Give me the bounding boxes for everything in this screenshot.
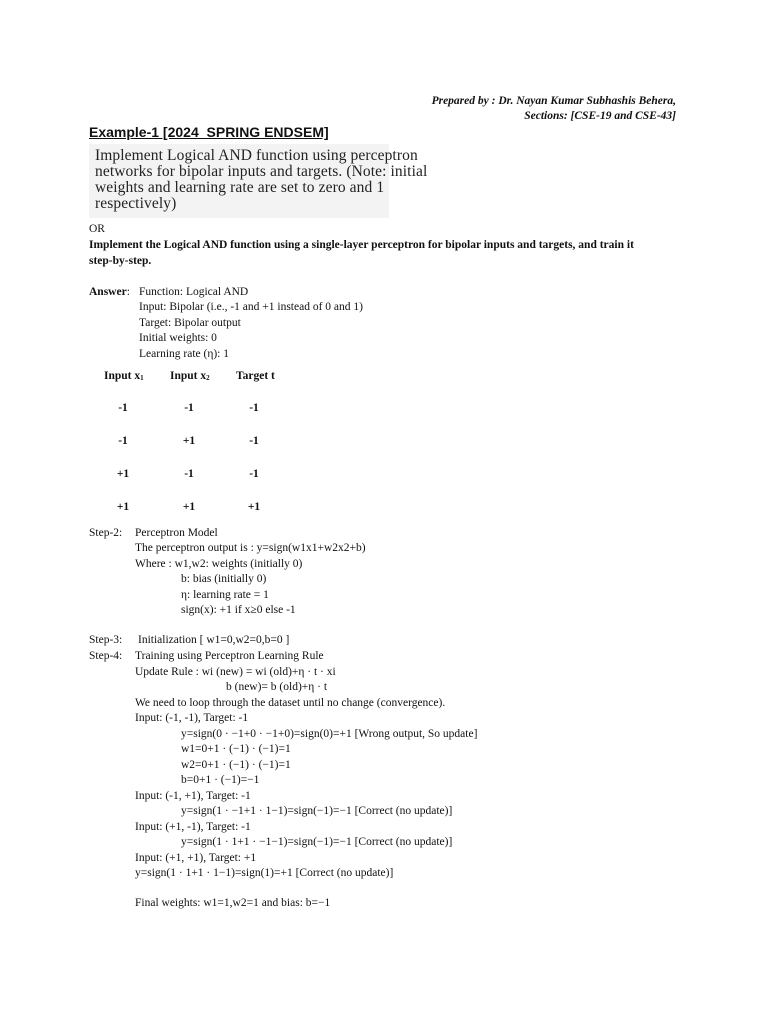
scan-line: networks for bipolar inputs and targets. (Note: initial: [95, 163, 428, 180]
update-rule-weights: Update Rule : wi (new) = wi (old)+η · t · xi: [135, 666, 336, 678]
table-cell: -1: [118, 435, 128, 447]
table-cell: -1: [184, 402, 194, 414]
prepared-by-line: Prepared by : Dr. Nayan Kumar Subhashis Behera,: [431, 95, 676, 107]
answer-line: Initial weights: 0: [139, 332, 217, 344]
step3-text: Initialization [ w1=0,w2=0,b=0 ]: [138, 634, 290, 646]
iteration-input: Input: (-1, +1), Target: -1: [135, 790, 251, 802]
scan-line: weights and learning rate are set to zero and 1: [95, 179, 385, 196]
iteration-calc: w2=0+1 · (−1) · (−1)=1: [181, 759, 291, 771]
alt-question-line: step-by-step.: [89, 255, 152, 267]
iteration-calc: y=sign(1 · −1+1 · 1−1)=sign(−1)=−1 [Correct (no update)]: [181, 805, 453, 817]
answer-line: Learning rate (η): 1: [139, 348, 229, 360]
step2-line: sign(x): +1 if x≥0 else -1: [181, 604, 296, 616]
question-scan-image: [89, 144, 428, 218]
iteration-input: Input: (+1, -1), Target: -1: [135, 821, 251, 833]
scan-line: respectively): [95, 195, 177, 212]
iteration-calc: b=0+1 · (−1)=−1: [181, 774, 260, 786]
table-cell: +1: [182, 501, 196, 513]
step3-label: Step-3:: [89, 634, 123, 646]
step2-label: Step-2:: [89, 527, 123, 539]
table-header-target: Target t: [236, 370, 275, 382]
answer-line: Input: Bipolar (i.e., -1 and +1 instead of 0 and 1): [139, 301, 363, 313]
step2-title: Perceptron Model: [135, 527, 218, 539]
iteration-calc: y=sign(1 · 1+1 · −1−1)=sign(−1)=−1 [Correct (no update)]: [181, 836, 453, 848]
table-cell: +1: [247, 501, 261, 513]
alt-question-line: Implement the Logical AND function using a single-layer perceptron for bipolar inputs and targets, and train it: [89, 239, 634, 251]
step4-title: Training using Perceptron Learning Rule: [135, 650, 324, 662]
table-cell: -1: [118, 402, 128, 414]
table-cell: -1: [249, 468, 259, 480]
step4-label: Step-4:: [89, 650, 123, 662]
table-header-x1: Input $x_1$: [104, 370, 144, 382]
scan-line: Implement Logical AND function using perceptron: [95, 147, 418, 164]
or-label: OR: [89, 223, 105, 235]
example-title: Example-1 [2024_SPRING ENDSEM]: [89, 124, 329, 140]
iteration-calc: w1=0+1 · (−1) · (−1)=1: [181, 743, 291, 755]
answer-line: Function: Logical AND: [139, 286, 249, 298]
table-header-x2: Input $x_2$: [170, 370, 210, 382]
iteration-calc: y=sign(0 · −1+0 · −1+0)=sign(0)=+1 [Wrong output, So update]: [181, 728, 478, 740]
table-cell: +1: [182, 435, 196, 447]
iteration-input: Input: (-1, -1), Target: -1: [135, 712, 249, 724]
table-cell: -1: [184, 468, 194, 480]
sections-line: Sections: [CSE-19 and CSE-43]: [524, 110, 676, 122]
iteration-input: Input: (+1, +1), Target: +1: [135, 852, 257, 864]
table-cell: +1: [116, 468, 130, 480]
step2-line: b: bias (initially 0): [181, 573, 267, 585]
update-rule-bias: b (new)= b (old)+η · t: [226, 681, 328, 693]
table-cell: -1: [249, 435, 259, 447]
loop-note: We need to loop through the dataset until no change (convergence).: [135, 697, 446, 709]
table-cell: -1: [249, 402, 259, 414]
step2-line: The perceptron output is : y=sign(w1x1+w2x2+b): [135, 542, 366, 554]
final-weights: Final weights: w1=1,w2=1 and bias: b=−1: [135, 897, 331, 909]
step2-line: η: learning rate = 1: [181, 589, 269, 601]
answer-label: Answer:: [89, 286, 130, 298]
iteration-calc: y=sign(1 · 1+1 · 1−1)=sign(1)=+1 [Correct (no update)]: [135, 867, 394, 879]
step2-line: Where : w1,w2: weights (initially 0): [135, 558, 303, 570]
answer-line: Target: Bipolar output: [139, 317, 241, 329]
table-cell: +1: [116, 501, 130, 513]
